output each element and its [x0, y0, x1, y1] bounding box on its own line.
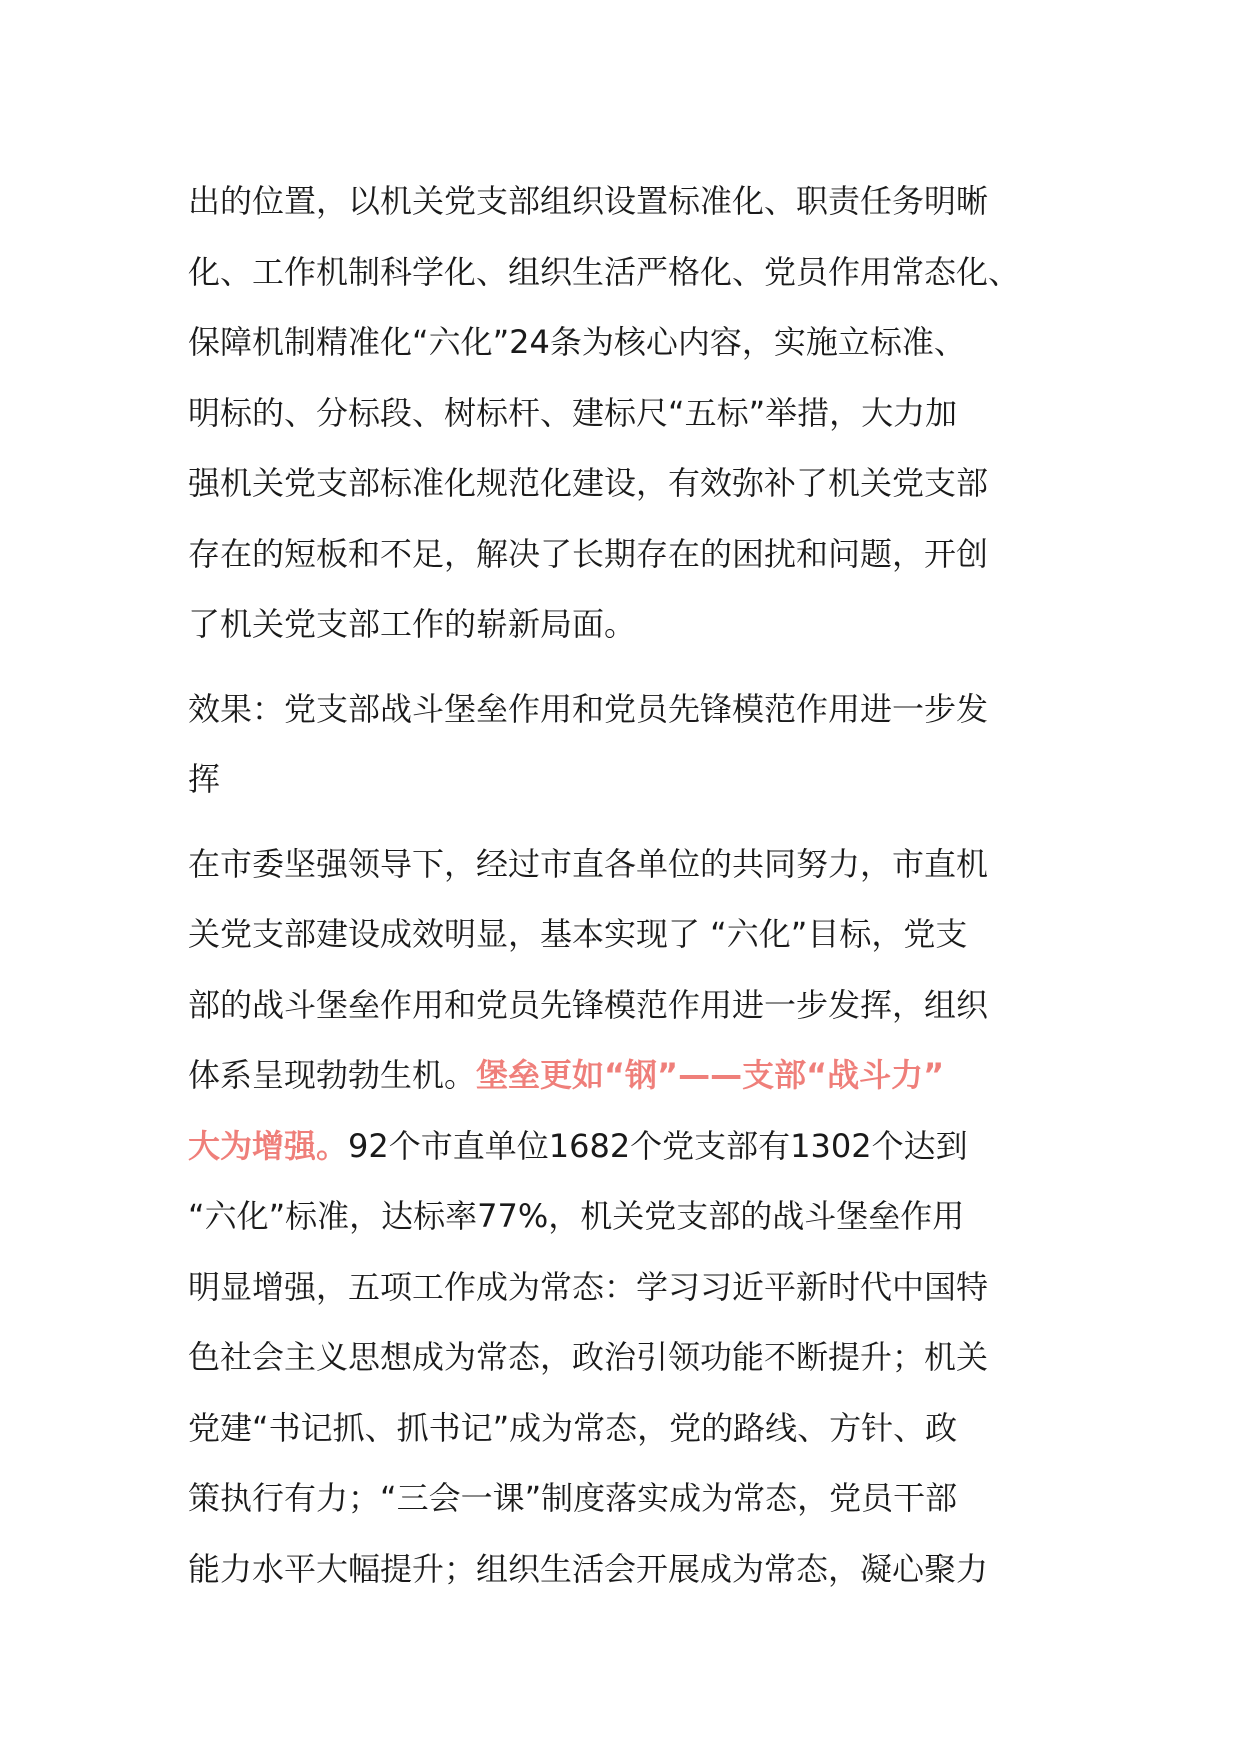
- highlighted-phrase: 大为增强。: [188, 1126, 349, 1165]
- text-line: 了机关党支部工作的崭新局面。: [188, 605, 637, 643]
- document-body: [188, 166, 1068, 1604]
- text-run: 92个市直单位1682个党支部有1302个达到: [348, 1126, 968, 1165]
- text-line: 关党支部建设成效明显，基本实现了 “六化”目标，党支: [188, 915, 968, 953]
- paragraph-results: [188, 829, 1068, 1605]
- text-line: 明显增强，五项工作成为常态：学习习近平新时代中国特: [188, 1267, 989, 1306]
- text-line: 党建“书记抓、抓书记”成为常态，党的路线、方针、政: [188, 1408, 958, 1447]
- text-line: 部的战斗堡垒作用和党员先锋模范作用进一步发挥，组织: [188, 985, 989, 1024]
- paragraph-intro-continued: [188, 166, 1068, 660]
- text-line: [188, 1111, 1068, 1182]
- text-line: 效果：党支部战斗堡垒作用和党员先锋模范作用进一步发: [188, 689, 989, 728]
- text-line: 存在的短板和不足，解决了长期存在的困扰和问题，开创: [188, 534, 989, 573]
- text-line: 色社会主义思想成为常态，政治引领功能不断提升；机关: [188, 1338, 989, 1376]
- text-line: 强机关党支部标准化规范化建设，有效弥补了机关党支部: [188, 464, 989, 502]
- text-run: 体系呈现勃勃生机。: [188, 1056, 477, 1094]
- text-line: 化、工作机制科学化、组织生活严格化、党员作用常态化、: [188, 252, 1021, 291]
- text-line: “六化”标准，达标率77%，机关党支部的战斗堡垒作用: [188, 1197, 965, 1235]
- text-line: 挥: [188, 760, 221, 798]
- text-line: 出的位置，以机关党支部组织设置标准化、职责任务明晰: [188, 182, 989, 220]
- text-line: 能力水平大幅提升；组织生活会开展成为常态，凝心聚力: [188, 1549, 989, 1588]
- text-line: 策执行有力；“三会一课”制度落实成为常态，党员干部: [188, 1479, 958, 1517]
- text-line: 在市委坚强领导下，经过市直各单位的共同努力，市直机: [188, 844, 989, 883]
- text-line: [188, 1040, 1068, 1111]
- text-line: 明标的、分标段、树标杆、建标尺“五标”举措，大力加: [188, 393, 958, 432]
- text-line: 保障机制精准化“六化”24条为核心内容，实施立标准、: [188, 323, 966, 361]
- section-heading-effect: [188, 674, 1068, 815]
- highlighted-phrase: 堡垒更如“钢”——支部“战斗力”: [476, 1056, 945, 1094]
